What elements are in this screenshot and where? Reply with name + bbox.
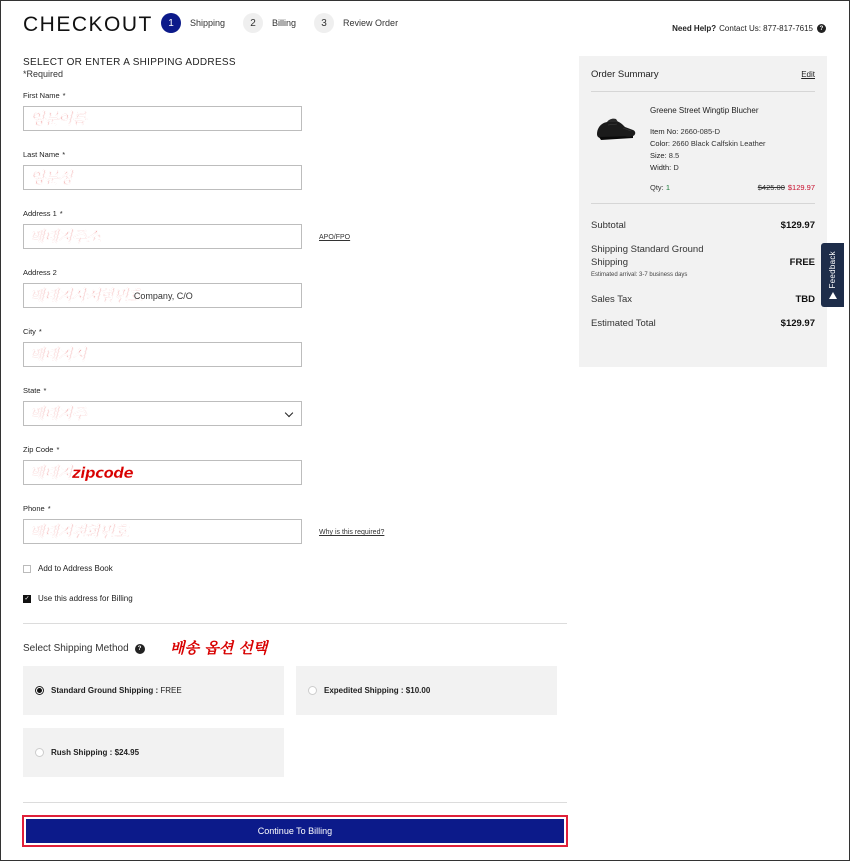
annotation-overlay: 배송 옵션 선택 (170, 639, 268, 657)
estimated-total-row: Estimated Total $129.97 (591, 318, 815, 329)
step-label: Shipping (190, 18, 226, 28)
annotation-overlay: 배대지zipcode (30, 464, 134, 482)
chevron-down-icon (285, 409, 293, 417)
radio-selected[interactable] (35, 686, 44, 695)
shipping-row-label: Shipping Standard Ground (591, 244, 704, 255)
first-name-label: First Name * (23, 91, 66, 100)
checkout-logo: CHECKOUT (23, 13, 153, 36)
address1-label: Address 1 * (23, 209, 63, 218)
annotation-overlay: 배대지시 (30, 346, 86, 364)
use-for-billing-label: Use this address for Billing (38, 594, 133, 603)
radio-unselected[interactable] (308, 686, 317, 695)
divider (591, 203, 815, 204)
use-for-billing-row[interactable] (23, 594, 133, 603)
step-label: Billing (272, 18, 297, 28)
order-summary-title: Order Summary (591, 69, 659, 80)
step-billing[interactable] (243, 13, 296, 33)
step-number: 2 (243, 13, 263, 33)
address1-input[interactable] (23, 224, 302, 249)
phone-label: Phone * (23, 504, 51, 513)
help-label: Need Help? (672, 24, 717, 33)
contact-phone[interactable]: Contact Us: 877-817-7615 (719, 24, 813, 33)
phone-input[interactable] (23, 519, 302, 544)
continue-highlight (22, 815, 568, 847)
zip-label: Zip Code * (23, 445, 60, 454)
continue-to-billing-button[interactable]: Continue To Billing (26, 819, 564, 843)
divider (591, 91, 815, 92)
triangle-up-icon (829, 292, 837, 299)
add-address-book-checkbox[interactable] (23, 565, 31, 573)
product-width: Width: D (650, 163, 679, 172)
shipping-option-expedited[interactable]: Expedited Shipping : $10.00 (296, 666, 557, 715)
step-number: 1 (161, 13, 181, 33)
product-size: Size: 8.5 (650, 151, 680, 160)
estimated-arrival: Estimated arrival: 3-7 business days (591, 272, 688, 278)
order-summary (579, 56, 827, 367)
product-color: Color: 2660 Black Calfskin Leather (650, 139, 766, 148)
zip-input[interactable] (23, 460, 302, 485)
first-name-input[interactable] (23, 106, 302, 131)
why-required-link[interactable]: Why is this required? (319, 529, 385, 536)
annotation-overlay: 배대지주 (30, 405, 86, 423)
apo-fpo-link[interactable]: APO/FPO (319, 234, 351, 241)
divider (23, 802, 567, 803)
product-price: $425.00 $129.97 (757, 183, 815, 192)
checkout-steps (161, 13, 416, 33)
state-select[interactable] (23, 401, 302, 426)
add-address-book-label: Add to Address Book (38, 564, 113, 573)
step-review-order[interactable] (314, 13, 398, 33)
question-icon[interactable]: ? (135, 644, 145, 654)
step-label: Review Order (343, 18, 399, 28)
city-label: City * (23, 327, 42, 336)
annotation-overlay: 배대지주소 (30, 228, 100, 246)
product-item-no: Item No: 2660-085-D (650, 127, 721, 136)
shipping-option-rush[interactable]: Rush Shipping : $24.95 (23, 728, 284, 777)
help-contact (672, 24, 826, 33)
shipping-address-heading: SELECT OR ENTER A SHIPPING ADDRESS (23, 57, 236, 68)
last-name-input[interactable] (23, 165, 302, 190)
annotation-overlay: 영문성 (30, 169, 72, 187)
shipping-option-standard[interactable]: Standard Ground Shipping : FREE (23, 666, 284, 715)
shoe-image (595, 114, 637, 144)
address2-placeholder: Company, C/O (133, 290, 193, 301)
edit-link[interactable]: Edit (801, 70, 815, 79)
last-name-label: Last Name * (23, 150, 66, 159)
state-label: State * (23, 386, 47, 395)
use-for-billing-checkbox[interactable]: ✓ (24, 596, 30, 602)
question-icon[interactable]: ? (817, 24, 826, 33)
add-address-book-row[interactable] (23, 564, 113, 573)
annotation-overlay: 영문이름 (30, 110, 86, 128)
annotation-overlay: 배대지전화번호 (30, 523, 128, 541)
subtotal-row: Subtotal $129.97 (591, 220, 815, 231)
city-input[interactable] (23, 342, 302, 367)
product-name[interactable]: Greene Street Wingtip Blucher (650, 106, 759, 115)
radio-unselected[interactable] (35, 748, 44, 757)
product-qty: Qty: 1 (650, 183, 671, 192)
feedback-label: Feedback (828, 250, 837, 289)
annotation-overlay: 배대지사서함번호 (30, 287, 142, 305)
feedback-tab[interactable] (821, 243, 844, 307)
shipping-method-title: Select Shipping Method ? (23, 643, 145, 654)
required-note: *Required (23, 69, 64, 79)
step-number: 3 (314, 13, 334, 33)
sales-tax-row: Sales Tax TBD (591, 294, 815, 305)
address2-label: Address 2 (23, 268, 57, 277)
address2-input[interactable] (23, 283, 302, 308)
shipping-row: Shipping FREE (591, 257, 815, 268)
step-shipping[interactable] (161, 13, 225, 33)
divider (23, 623, 567, 624)
